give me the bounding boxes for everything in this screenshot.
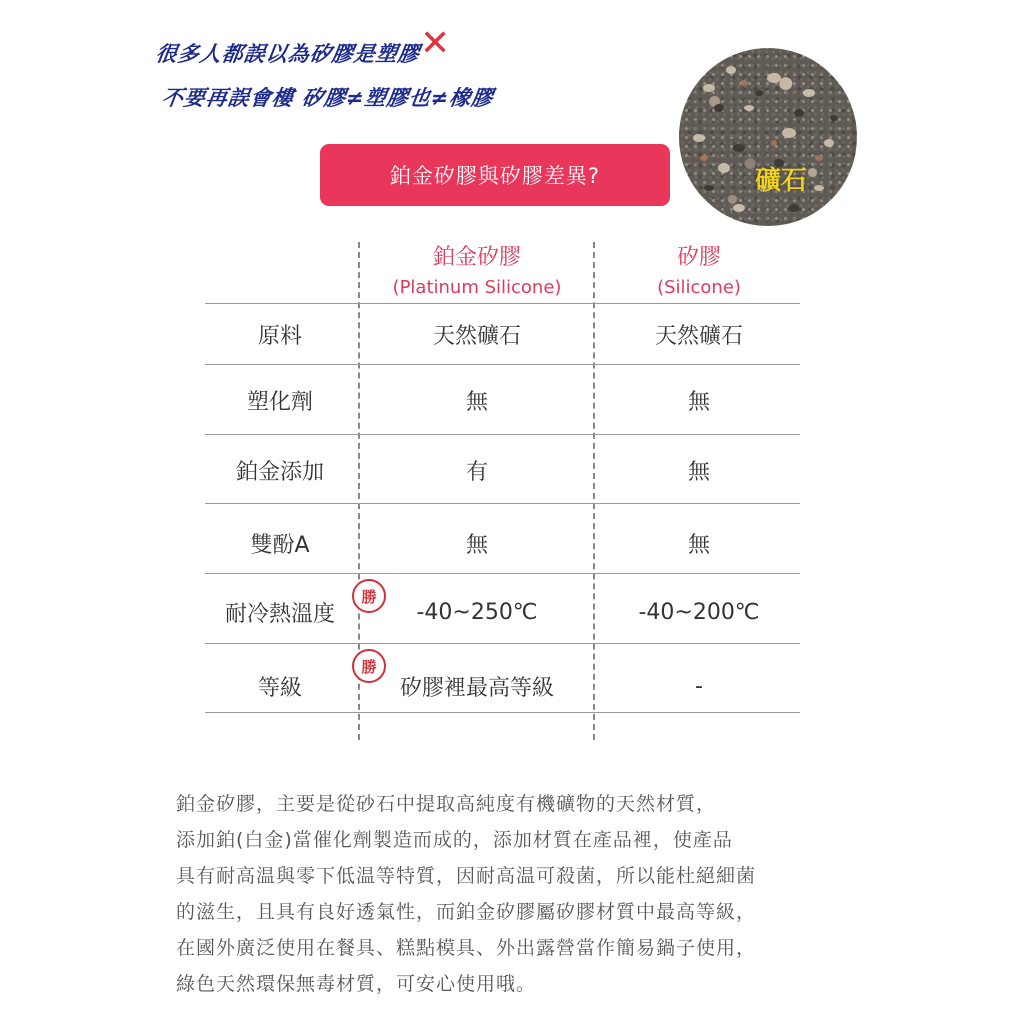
win-badge: 勝 <box>352 649 386 683</box>
column-title-en: (Silicone) <box>657 277 741 298</box>
win-badge: 勝 <box>352 579 386 613</box>
column-title-zh: 矽膠 <box>676 245 721 270</box>
description-line: 具有耐高温與零下低温等特質，因耐高温可殺菌，所以能杜絕細菌 <box>176 865 757 887</box>
description-paragraph <box>176 786 866 1002</box>
description-line: 的滋生，且具有良好透氣性，而鉑金矽膠屬矽膠材質中最高等級， <box>176 901 757 923</box>
row-label: 雙酚A <box>250 532 310 558</box>
platinum-value: 無 <box>465 532 488 558</box>
column-title-zh: 鉑金矽膠 <box>432 245 521 270</box>
column-header-silicone <box>598 240 800 298</box>
row-label: 等級 <box>257 675 302 701</box>
header-line-2: 不要再誤會樓 矽膠≠塑膠也≠橡膠 <box>160 86 496 110</box>
silicone-value: 無 <box>687 459 710 485</box>
gravel-image <box>679 48 857 226</box>
cross-mark-icon: ✕ <box>420 23 451 64</box>
column-title-en: (Platinum Silicone) <box>392 277 562 298</box>
row-divider <box>205 434 800 435</box>
silicone-value: 天然礦石 <box>654 323 743 349</box>
row-label: 原料 <box>257 323 302 349</box>
row-divider <box>205 503 800 504</box>
platinum-value: -40~250℃ <box>416 599 538 625</box>
silicone-value: -40~200℃ <box>638 599 760 625</box>
platinum-value: 天然礦石 <box>432 323 521 349</box>
table-bottom-line <box>205 712 800 713</box>
row-label: 鉑金添加 <box>235 459 324 485</box>
silicone-value: 無 <box>687 532 710 558</box>
platinum-value: 矽膠裡最高等級 <box>399 675 554 701</box>
column-header-platinum <box>362 240 592 298</box>
column-divider-2 <box>593 242 595 740</box>
description-line: 添加鉑(白金)當催化劑製造而成的，添加材質在產品裡，使產品 <box>176 829 733 851</box>
description-line: 鉑金矽膠，主要是從砂石中提取高純度有機礦物的天然材質， <box>176 793 717 815</box>
platinum-value: 無 <box>465 389 488 415</box>
description-line: 在國外廣泛使用在餐具、糕點模具、外出露營當作簡易鍋子使用， <box>176 937 757 959</box>
silicone-value: 無 <box>687 389 710 415</box>
table-header-divider <box>205 303 800 304</box>
row-divider <box>205 643 800 644</box>
description-line: 綠色天然環保無毒材質，可安心使用哦。 <box>176 973 537 995</box>
row-divider <box>205 573 800 574</box>
silicone-value: - <box>695 673 703 699</box>
gravel-label: 礦石 <box>755 166 808 196</box>
row-label: 塑化劑 <box>246 389 313 415</box>
row-label: 耐冷熱溫度 <box>224 601 335 627</box>
platinum-value: 有 <box>465 459 488 485</box>
row-divider <box>205 364 800 365</box>
header-line-1: 很多人都誤以為矽膠是塑膠 <box>154 42 422 66</box>
title-button[interactable]: 鉑金矽膠與矽膠差異? <box>320 144 670 206</box>
